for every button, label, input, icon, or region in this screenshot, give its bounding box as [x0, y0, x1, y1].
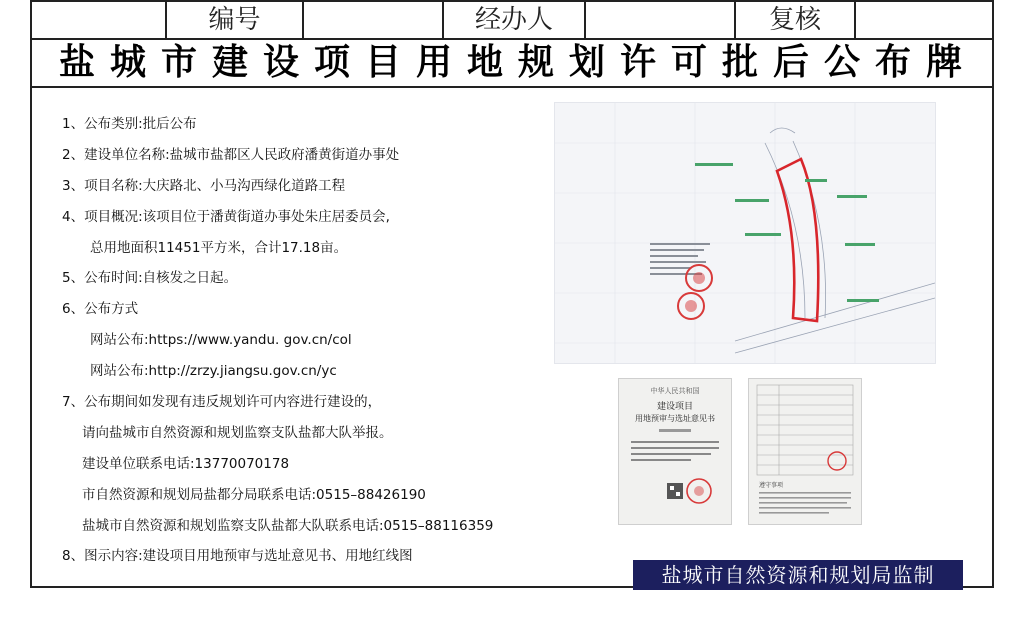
item-category: 1、公布类别:批后公布	[62, 116, 197, 132]
item-overview-area: 总用地面积11451平方米，合计17.18亩。	[90, 240, 348, 256]
site-selection-document-drawing	[619, 379, 731, 524]
page-title: 盐城市建设项目用地规划许可批后公布牌	[58, 42, 977, 83]
item-report-to: 请向盐城市自然资源和规划监察支队盐都大队举报。	[82, 425, 393, 441]
item-project: 3、项目名称:大庆路北、小马沟西绿化道路工程	[62, 178, 346, 194]
item-phone-supervision: 盐城市自然资源和规划监察支队盐都大队联系电话:0515–88116359	[82, 518, 494, 534]
item-unit: 2、建设单位名称:盐城市盐都区人民政府潘黄街道办事处	[62, 147, 400, 163]
header-divider	[584, 2, 586, 38]
title-row	[32, 40, 992, 88]
item-website-2: 网站公布:http://zrzy.jiangsu.gov.cn/yc	[90, 363, 337, 379]
redline-map-image	[554, 102, 936, 364]
document-details-page	[748, 378, 862, 525]
header-divider	[854, 2, 856, 38]
serial-label: 编号	[208, 5, 261, 35]
document-notice-heading: 遵守事项	[759, 482, 784, 489]
item-phone-unit: 建设单位联系电话:13770070178	[82, 456, 290, 472]
item-overview: 4、项目概况:该项目位于潘黄街道办事处朱庄居委员会,	[62, 209, 390, 225]
item-report: 7、公布期间如发现有违反规划许可内容进行建设的，	[62, 394, 382, 410]
item-method: 6、公布方式	[62, 301, 139, 317]
document-country-text: 中华人民共和国	[650, 387, 700, 395]
item-phone-bureau: 市自然资源和规划局盐都分局联系电话:0515–88426190	[82, 487, 426, 503]
document-title-line2: 用地预审与选址意见书	[635, 414, 715, 423]
document-title-line1: 建设项目	[656, 402, 694, 412]
handler-label: 经办人	[474, 5, 553, 35]
announcement-board	[30, 0, 994, 588]
header-row	[32, 2, 992, 40]
redline-map-drawing	[555, 103, 935, 363]
item-time: 5、公布时间:自核发之日起。	[62, 270, 238, 286]
review-label: 复核	[768, 5, 821, 35]
document-details-drawing	[749, 379, 861, 524]
site-selection-document	[618, 378, 732, 525]
issuer-badge: 盐城市自然资源和规划局监制	[633, 560, 963, 590]
item-website-1: 网站公布:https://www.yandu. gov.cn/col	[90, 332, 352, 348]
header-divider	[302, 2, 304, 38]
item-illustrations: 8、图示内容:建设项目用地预审与选址意见书、用地红线图	[62, 548, 413, 564]
